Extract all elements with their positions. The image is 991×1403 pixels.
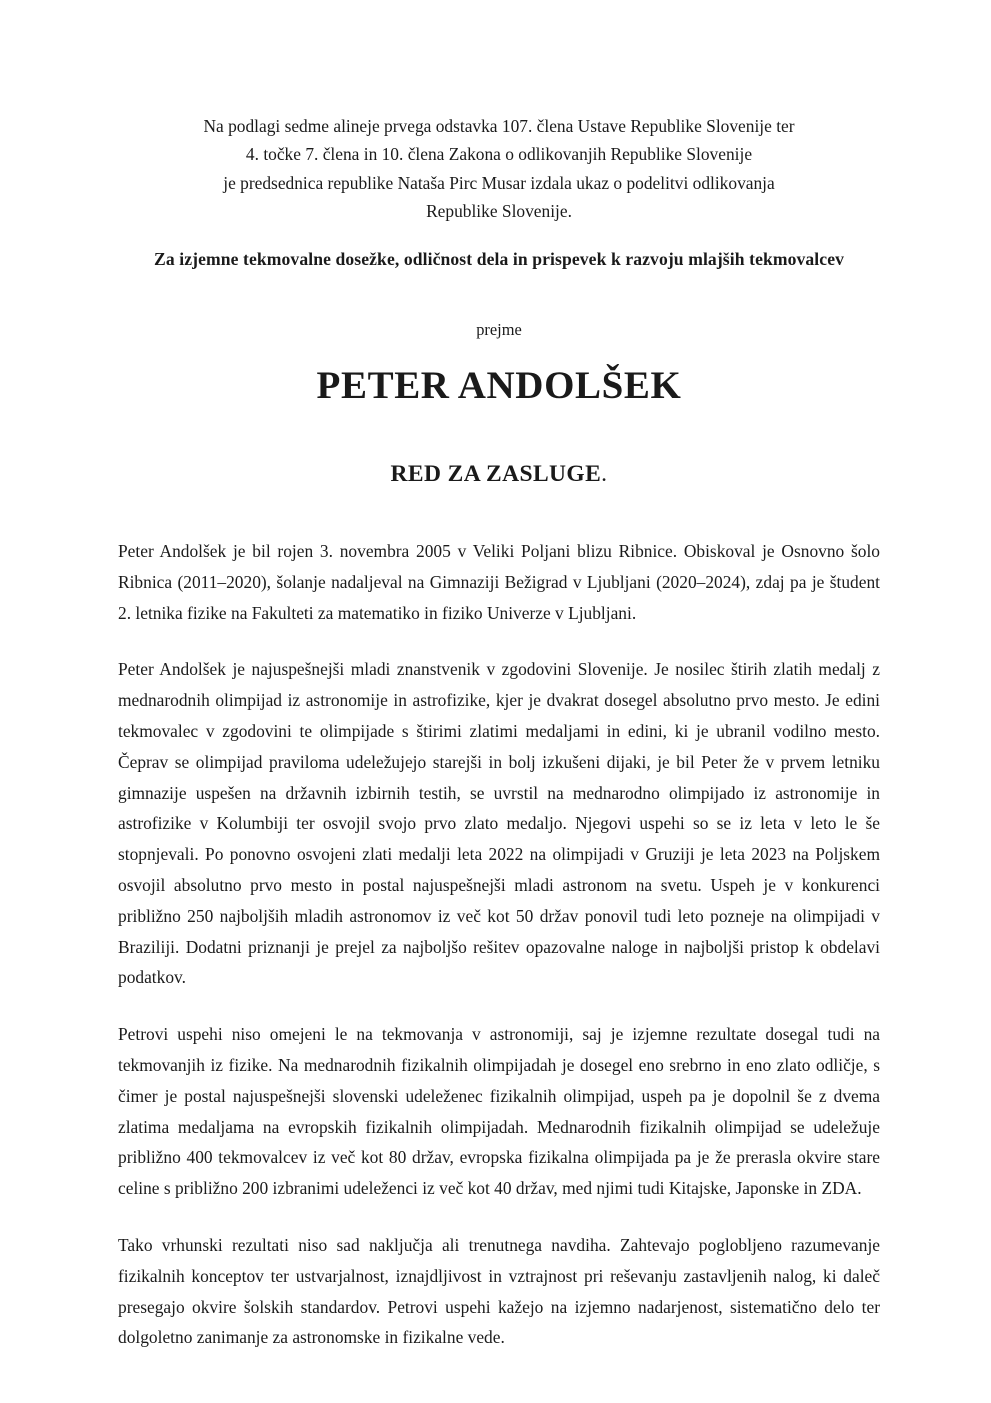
award-title-period: .	[601, 461, 608, 487]
body-paragraph-4: Tako vrhunski rezultati niso sad naključja ali trenutnega navdiha. Zahtevajo poglobljeno razumevanje fizikalnih konceptov ter ustvarjalnost, iznajdljivost in vztrajnost pri reševanju zastavljenih nalog, ki daleč presegajo okvire šolskih standardov. Petrovi uspehi kažejo na izjemno nadarjenost, sistematično delo ter dolgoletno zanimanje za astronomske in fizikalne vede.	[118, 1234, 880, 1348]
body-copy	[118, 536, 880, 1353]
preamble-line-1: Na podlagi sedme alineje prvega odstavka 107. člena Ustave Republike Slovenije ter	[203, 116, 795, 136]
award-title-text: RED ZA ZASLUGE	[390, 461, 602, 487]
preamble-line-2: 4. točke 7. člena in 10. člena Zakona o odlikovanjih Republike Slovenije	[245, 144, 753, 165]
body-paragraph-1: Peter Andolšek je bil rojen 3. novembra 2005 v Veliki Poljani blizu Ribnice. Obiskoval je Osnovno šolo Ribnica (2011–2020), šolanje nadaljeval na Gimnaziji Bežigrad v Ljubljani (2020–2024), zdaj pa je študent 2. letnika fizike na Fakulteti za matematiko in fiziko Univerze v Ljubljani.	[118, 541, 880, 623]
preamble-line-3: je predsednica republike Nataša Pirc Musar izdala ukaz o podelitvi odlikovanja	[223, 172, 775, 193]
preamble-line-4: Republike Slovenije.	[426, 201, 572, 222]
body-paragraph-2: Peter Andolšek je najuspešnejši mladi znanstvenik v zgodovini Slovenije. Je nosilec štirih zlatih medalj z mednarodnih olimpijad iz astronomije in astrofizike, kjer je dvakrat dosegel absolutno prvo mesto. Je edini tekmovalec v zgodovini te olimpijade s štirimi zlatimi medaljami in edini, ki je ubranil vodilno mesto. Čeprav se olimpijad praviloma udeležujejo starejši in bolj izkušeni dijaki, je bil Peter že v prvem letniku gimnazije uspešen na državnih izbirnih testih, se uvrstil na mednarodno olimpijado iz astronomije in astrofizike v Kolumbiji ter osvojil svojo prvo zlato medaljo. Njegovi uspehi so se iz leta v leto le še stopnjevali. Po ponovno osvojeni zlati medalji leta 2022 na olimpijadi v Gruziji je leta 2023 na Poljskem osvojil absolutno prvo mesto in postal najuspešnejši mladi astronom na svetu. Uspeh je v konkurenci približno 250 najboljših mladih astronomov iz več kot 50 držav ponovil tudi leto pozneje na olimpijadi v Braziliji. Dodatni priznanji je prejel za najboljšo rešitev opazovalne naloge in najboljši pristop k obdelavi podatkov.	[118, 659, 880, 988]
citation-heading: Za izjemne tekmovalne dosežke, odličnost dela in prispevek k razvoju mlajših tekmovalcev	[153, 249, 845, 269]
award-title	[118, 459, 880, 489]
body-paragraph-3: Petrovi uspehi niso omejeni le na tekmovanja v astronomiji, saj je izjemne rezultate dosegal tudi na tekmovanjih iz fizike. Na mednarodnih fizikalnih olimpijadah je dosegel eno srebrno in eno zlato odličje, s čimer je postal najuspešnejši slovenski udeleženec fizikalnih olimpijad, uspeh pa je dopolnil še z dvema zlatima medaljama na evropskih fizikalnih olimpijadah. Mednarodnih fizikalnih olimpijad se udeležuje približno 400 tekmovalcev iz več kot 80 držav, evropska fizikalna olimpijada pa je že prerasla okvire stare celine s približno 200 izbranimi udeleženci iz več kot 40 držav, med njimi tudi Kitajske, Japonske in ZDA.	[118, 1024, 880, 1199]
awarding-verb: prejme	[476, 320, 522, 339]
preamble-block	[118, 112, 880, 226]
recipient-name: PETER ANDOLŠEK	[316, 364, 682, 407]
